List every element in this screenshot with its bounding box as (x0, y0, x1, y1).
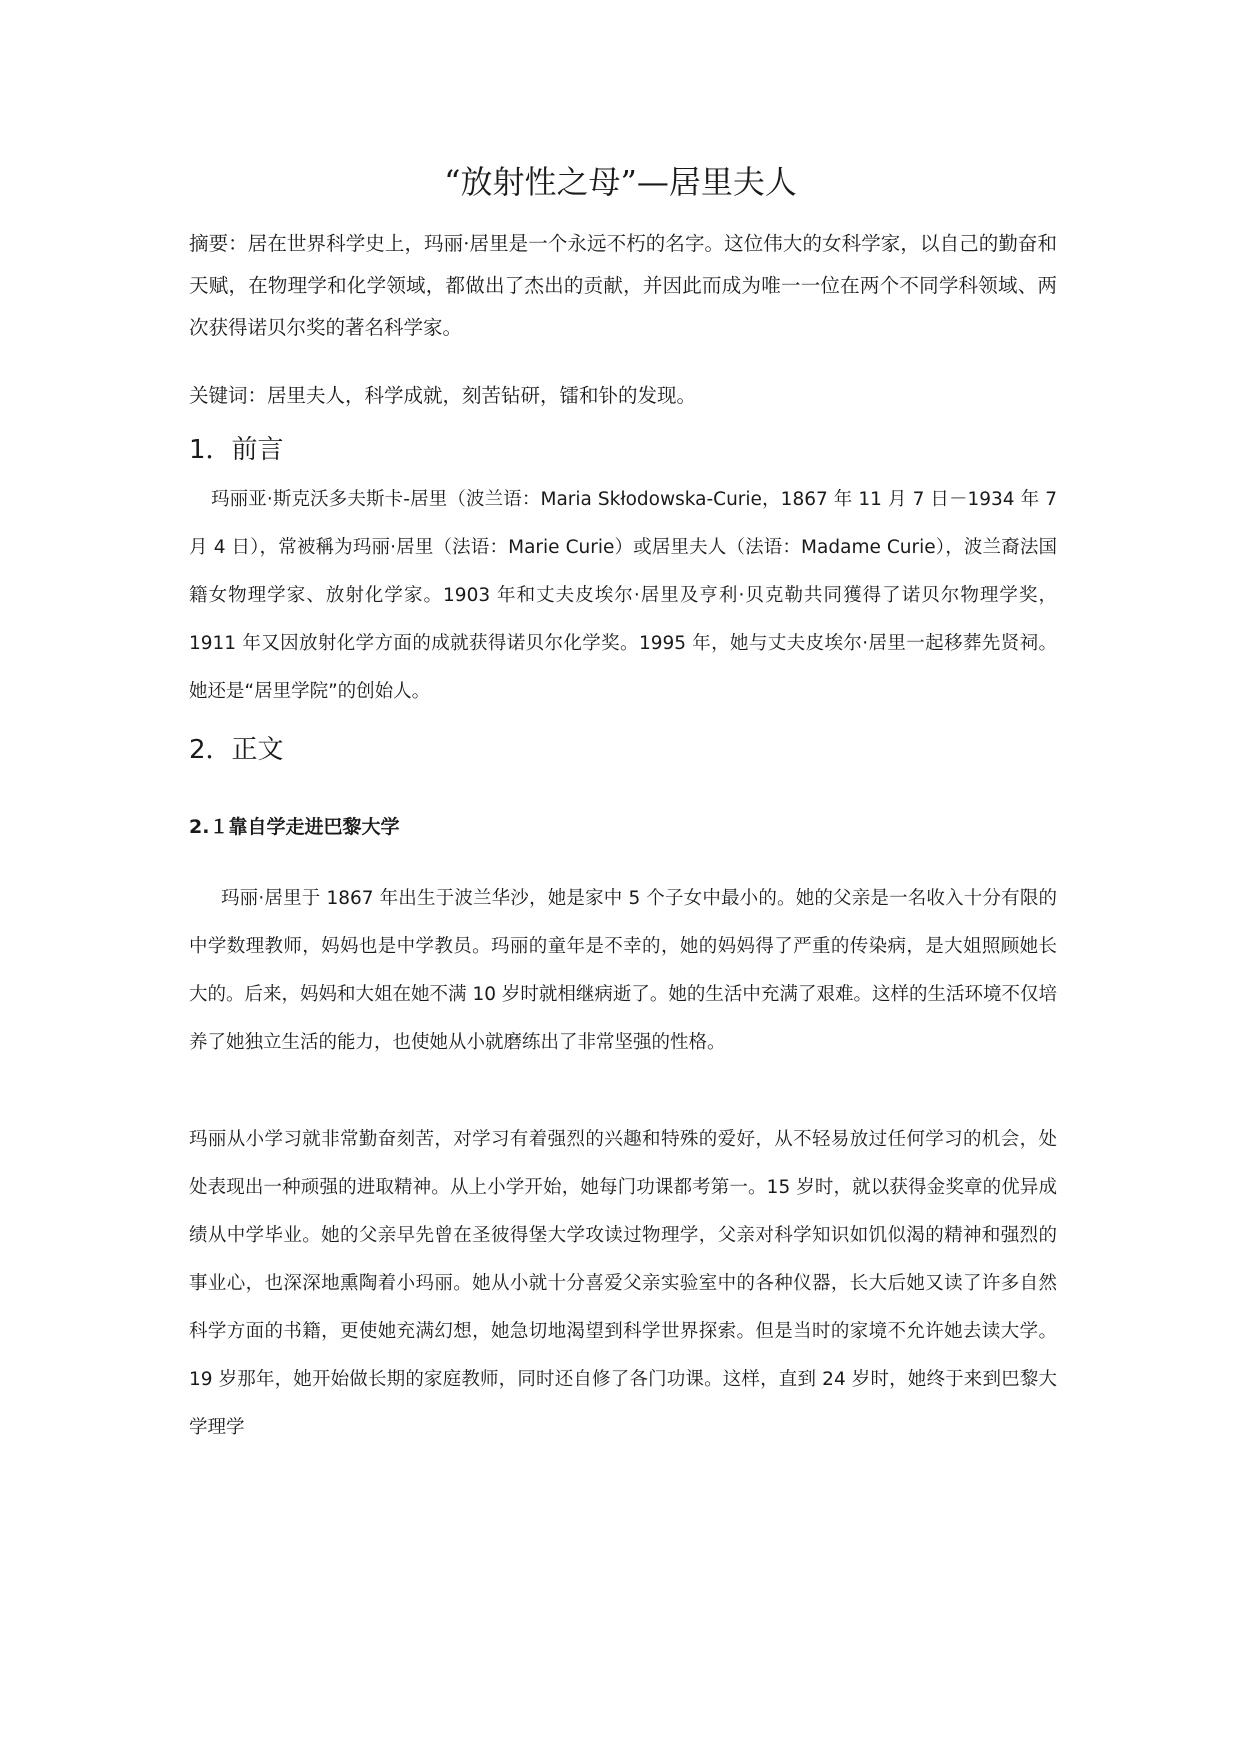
keywords-paragraph: 关键词：居里夫人，科学成就，刻苦钻研，镭和钋的发现。 (189, 384, 697, 407)
body-paragraph: 玛丽从小学习就非常勤奋刻苦，对学习有着强烈的兴趣和特殊的爱好，从不轻易放过任何学习的机会，处处表现出一种顽强的进取精神。从上小学开始，她每门功课都考第一。15 岁时，就以获得金奖章的优异成绩从中学毕业。她的父亲早先曾在圣彼得堡大学攻读过物理学，父亲对科学知识如饥似渴的精神和强烈的事业心，也深深地熏陶着小玛丽。她从小就十分喜爱父亲实验室中的各种仪器，长大后她又读了许多自然科学方面的书籍，更使她充满幻想，她急切地渴望到科学世界探索。但是当时的家境不允许她去读大学。19 岁那年，她开始做长期的家庭教师，同时还自修了各门功课。这样，直到 24 岁时，她终于来到巴黎大学理学 (189, 1129, 1057, 1438)
body-paragraph: 玛丽·居里于 1867 年出生于波兰华沙，她是家中 5 个子女中最小的。她的父亲是一名收入十分有限的中学数理教师，妈妈也是中学教员。玛丽的童年是不幸的，她的妈妈得了严重的传染病，是大姐照顾她长大的。后来，妈妈和大姐在她不满 10 岁时就相继病逝了。她的生活中充满了艰难。这样的生活环境不仅培养了她独立生活的能力，也使她从小就磨练出了非常坚强的性格。 (189, 888, 1057, 1053)
preface-paragraph: 玛丽亚·斯克沃多夫斯卡-居里（波兰语：Maria Skłodowska-Curie，1867 年 11 月 7 日－1934 年 7 月 4 日），常被稱为玛丽·居里（法语：Marie Curie）或居里夫人（法语：Madame Curie），波兰裔法国籍女物理学家、放射化学家。1903 年和丈夫皮埃尔·居里及亨利·贝克勒共同獲得了诺贝尔物理学奖，1911 年又因放射化学方面的成就获得诺贝尔化学奖。1995 年，她与丈夫皮埃尔·居里一起移葬先贤祠。她还是“居里学院”的创始人。 (189, 489, 1057, 702)
document-title: “放射性之母”—居里夫人 (444, 163, 797, 201)
subsection-heading-self-study: 2.１靠自学走进巴黎大学 (189, 816, 400, 838)
section-heading-body: 2．正文 (189, 735, 284, 765)
abstract-paragraph: 摘要：居在世界科学史上，玛丽·居里是一个永远不朽的名字。这位伟大的女科学家，以自己的勤奋和天赋，在物理学和化学领域，都做出了杰出的贡献，并因此而成为唯一一位在两个不同学科领域、两次获得诺贝尔奖的著名科学家。 (189, 232, 1057, 339)
section-heading-preface: 1．前言 (189, 435, 284, 465)
